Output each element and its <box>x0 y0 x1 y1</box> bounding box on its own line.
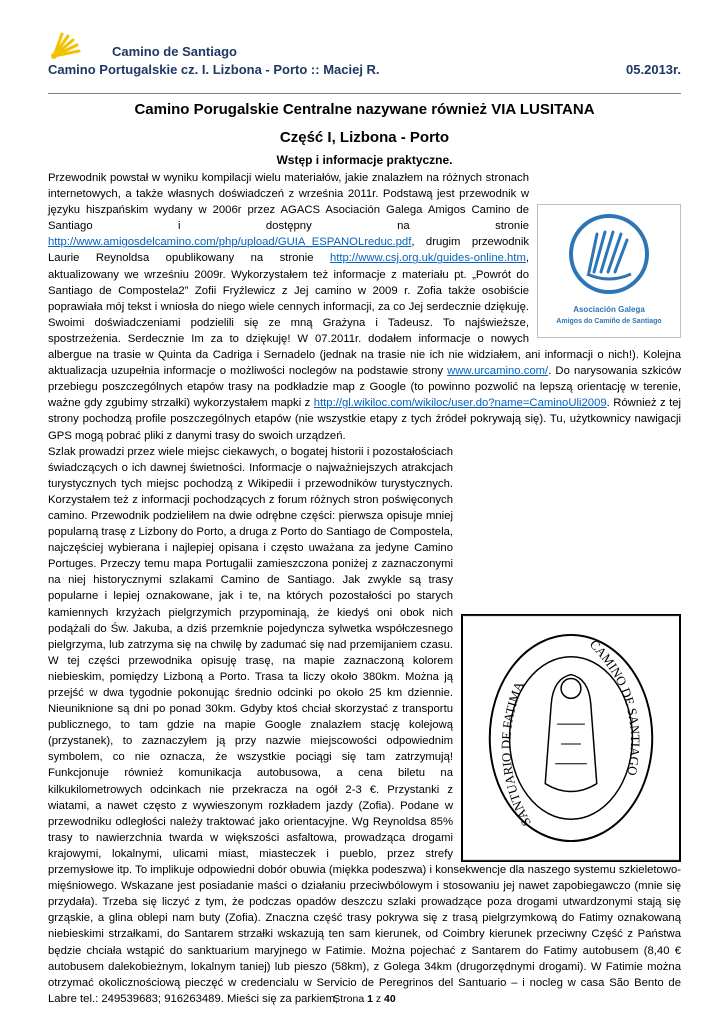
fatima-seal-stamp <box>461 614 681 862</box>
badge-line1: Asociación Galega <box>573 305 645 314</box>
header-doc-title <box>48 62 681 77</box>
agacs-logo <box>537 204 681 338</box>
p1-text-d: . Do narysowania szkiców przebiegu poszczególnych etapów trasy na podkładzie map z Google (to powinno pozwolić na lepszą orientację w terenie, ważne gdy zgubimy strzałki) wykorzystałem mapki z <box>48 365 681 410</box>
p2-text: Szlak prowadzi przez wiele miejsc ciekawych, o bogatej historii i pozostałościach świadczących o ich dawnej świetności. Informacje o najważniejszych atrakcjach turystycznych tych miejsc pochodzą z Wikipedii i przewodników turystycznych. Korzystałem też z informacji pochodzących z forum różnych stron poświęconych camino. Przewodnik podzieliłem na dwie odrębne części: pierwsza opisuje mniej popularną trasę z Lizbony do Porto, a druga z Porto do Santiago de Compostela, najczęściej wybierana i najlepiej opisana i często uważana za jedyne Camino Portuges. Przeczy temu mapa Portugalii zamieszczona poniżej z zaznaczonymi na niej historycznymi szlakami Camino de Santiago. Jak zwykle są trasy popularne i lepiej oznakowane, jak i te, na których pozostałości po starych kamiennych krzyżach pielgrzymich przypominają, że kiedyś oni obok nich podążali do Św. Jakuba, a dziś przemknie pojedyncza sylwetka współczesnego pielgrzyma, lub zatrzyma się na chwilę by zadumać się nad przemijaniem czasu. W tej części przewodnika opisuję trasę, na mapie zaznaczoną kolorem niebieskim, pomiędzy Lizboną a Porto. Trasa ta liczy około 380km. Można ją przejść w dwa tygodnie pokonując średnio odcinki po około 25 km dziennie. Nieuniknione są dni po ponad 30km. Gdyby ktoś chciał skorzystać z transportu publicznego, to tam gdzie na mapie Google znalazłem stację kolejową (przystanek), to zaznaczyłem ją przy nazwie miejscowości odpowiednim symbolem, co nie oznacza, że wszystkie pociągi się tam zatrzymują! Funkcjonuje również komunikacja autobusowa, a cena biletu na kilkukilometrowych odcinkach nie przekracza na ogół 2-3 €. Przystanki z wiatami, a nawet często z wywieszonym rozkładem jazdy (Zofia). Podane w przewodniku odległości należy traktować jako orientacyjne. Wg Reynoldsa 85% trasy to nawierzchnia twarda w większości asfaltowa, prowadząca drogami krajowymi, lokalnymi, ulicami miast, miasteczek i pueblo, przez strefy przemysłowe itp. To implikuje odpowiedni dobór obuwia (miękka podeszwa) i konsekwencje dla naszego systemu szkieletowo-mięśniowego. Wskazane jest posiadanie maści o działaniu przeciwbólowym i stosowaniu jej nawet zapobiegawczo (mnie się przydała). Trzeba się liczyć z tym, że podczas opadów deszczu szlaki prowadzące poza drogami utwardzonymi stają się grząskie, a glina oblepi nam buty (Zofia). Znaczna część trasy pokrywa się z trasą pielgrzymkową do Fatimy oznakowaną niebieskimi strzałkami, do Santarem strzałki wskazują ten sam kierunek, od Coimbry kierunek przeciwny Część z Państwa będzie chciała wstąpić do sanktuarium maryjnego w Fatimie. Można pojechać z Santarem do Fatimy autobusem (8,40 € autobusem dalekobieżnym, lokalnym taniej) lub pieszo (58km), z Golega 34km (drugorzędnymi drogami). W Fatimie można otrzymać okolicznościową pieczęć w credencialu w Servicio de Peregrinos del Santuario – i nocleg w casa São Bento de Labre tel.: 249539683; 916263489. Mieści się za parkiem, <box>48 445 681 1005</box>
body-text <box>48 170 681 1007</box>
main-title: Camino Porugalskie Centralne nazywane również VIA LUSITANA <box>134 101 595 118</box>
badge-line2: Amigos do Camiño de Santiago <box>556 318 662 325</box>
p1-text-a: Przewodnik powstał w wyniku kompilacji wielu materiałów, jakie znalazłem na różnych stronach internetowych, a także własnych doświadczeń z września 2011r. Podstawą jest przewodnik w języku hiszpańskim wydany w 2006r przez AGACS Asociación Galega Amigos Camino de Santiago i dostępny na stronie <box>48 172 529 233</box>
paragraph-1 <box>48 170 681 444</box>
seal-text-right: CAMINO DE SANTIAGO <box>586 636 642 777</box>
scallop-shell-icon <box>48 30 86 60</box>
seal-text-left: SANTUARIO DE FATIMA <box>499 679 534 828</box>
link-amigosdelcamino[interactable]: http://www.amigosdelcamino.com/php/upload/GUIA_ESPANOLreduc.pdf <box>48 236 412 249</box>
header-subtitle: Camino Portugalskie cz. I. Lizbona - Porto :: Maciej R. <box>48 62 380 77</box>
footer-prefix: Strona <box>333 993 368 1005</box>
footer-page-total: 40 <box>384 993 396 1005</box>
footer-mid: z <box>372 993 385 1005</box>
part-title: Część I, Lizbona - Porto <box>279 129 450 146</box>
footer-page-number: 1 <box>367 993 373 1005</box>
section-title: Wstęp i informacje praktyczne. <box>276 153 453 167</box>
header-site-title: Camino de Santiago <box>112 44 237 59</box>
paragraph-2 <box>48 444 681 1007</box>
document-page <box>48 0 681 1024</box>
header-date: 05.2013r. <box>626 62 681 77</box>
link-wikiloc[interactable]: http://gl.wikiloc.com/wikiloc/user.do?name=CaminoUli2009 <box>313 397 607 410</box>
link-csj[interactable]: http://www.csj.org.uk/guides-online.htm <box>329 252 526 265</box>
p1-text-e: . Również z tej strony pochodzą profile poszczególnych etapów (nie wszystkie etapy z tych źródeł pokrywają się). Tu, użytkownicy nawigacji GPS mogą pobrać pliki z danymi trasy do swoich urządzeń. <box>48 397 681 442</box>
header-divider <box>48 93 681 94</box>
link-urcamino[interactable]: www.urcamino.com/ <box>447 365 549 378</box>
p1-text-c: , aktualizowany we wrześniu 2009r. Wykorzystałem też informacje z materiału pt. „Powrót do Santiago de Compostela2” Zofii Fryźlewicz z Jej camino w 2009 r. Zofia także osobiście poprawiała mój tekst i wniosła do niego wiele cennych informacji, za co Jej serdecznie dziękuję. Swoimi doświadczeniami podzielili się ze mną Grażyna i Tadeusz. To najświeższe, spostrzeżenia. Serdecznie Im za to dziękuję! W 07.2011r. dodałem informacje o nowych albergue na trasie w Quinta da Cadriga i Sernadelo (jednak na trasie nie ich nie widziałem, ani informacji o nich!). Kolejna aktualizacja uzupełnia informacje o możliwości noclegów na podstawie strony <box>48 252 681 378</box>
p1-text-b: , drugim przewodnik Laurie Reynoldsa opublikowany na stronie <box>48 236 529 265</box>
page-footer <box>48 993 681 1005</box>
